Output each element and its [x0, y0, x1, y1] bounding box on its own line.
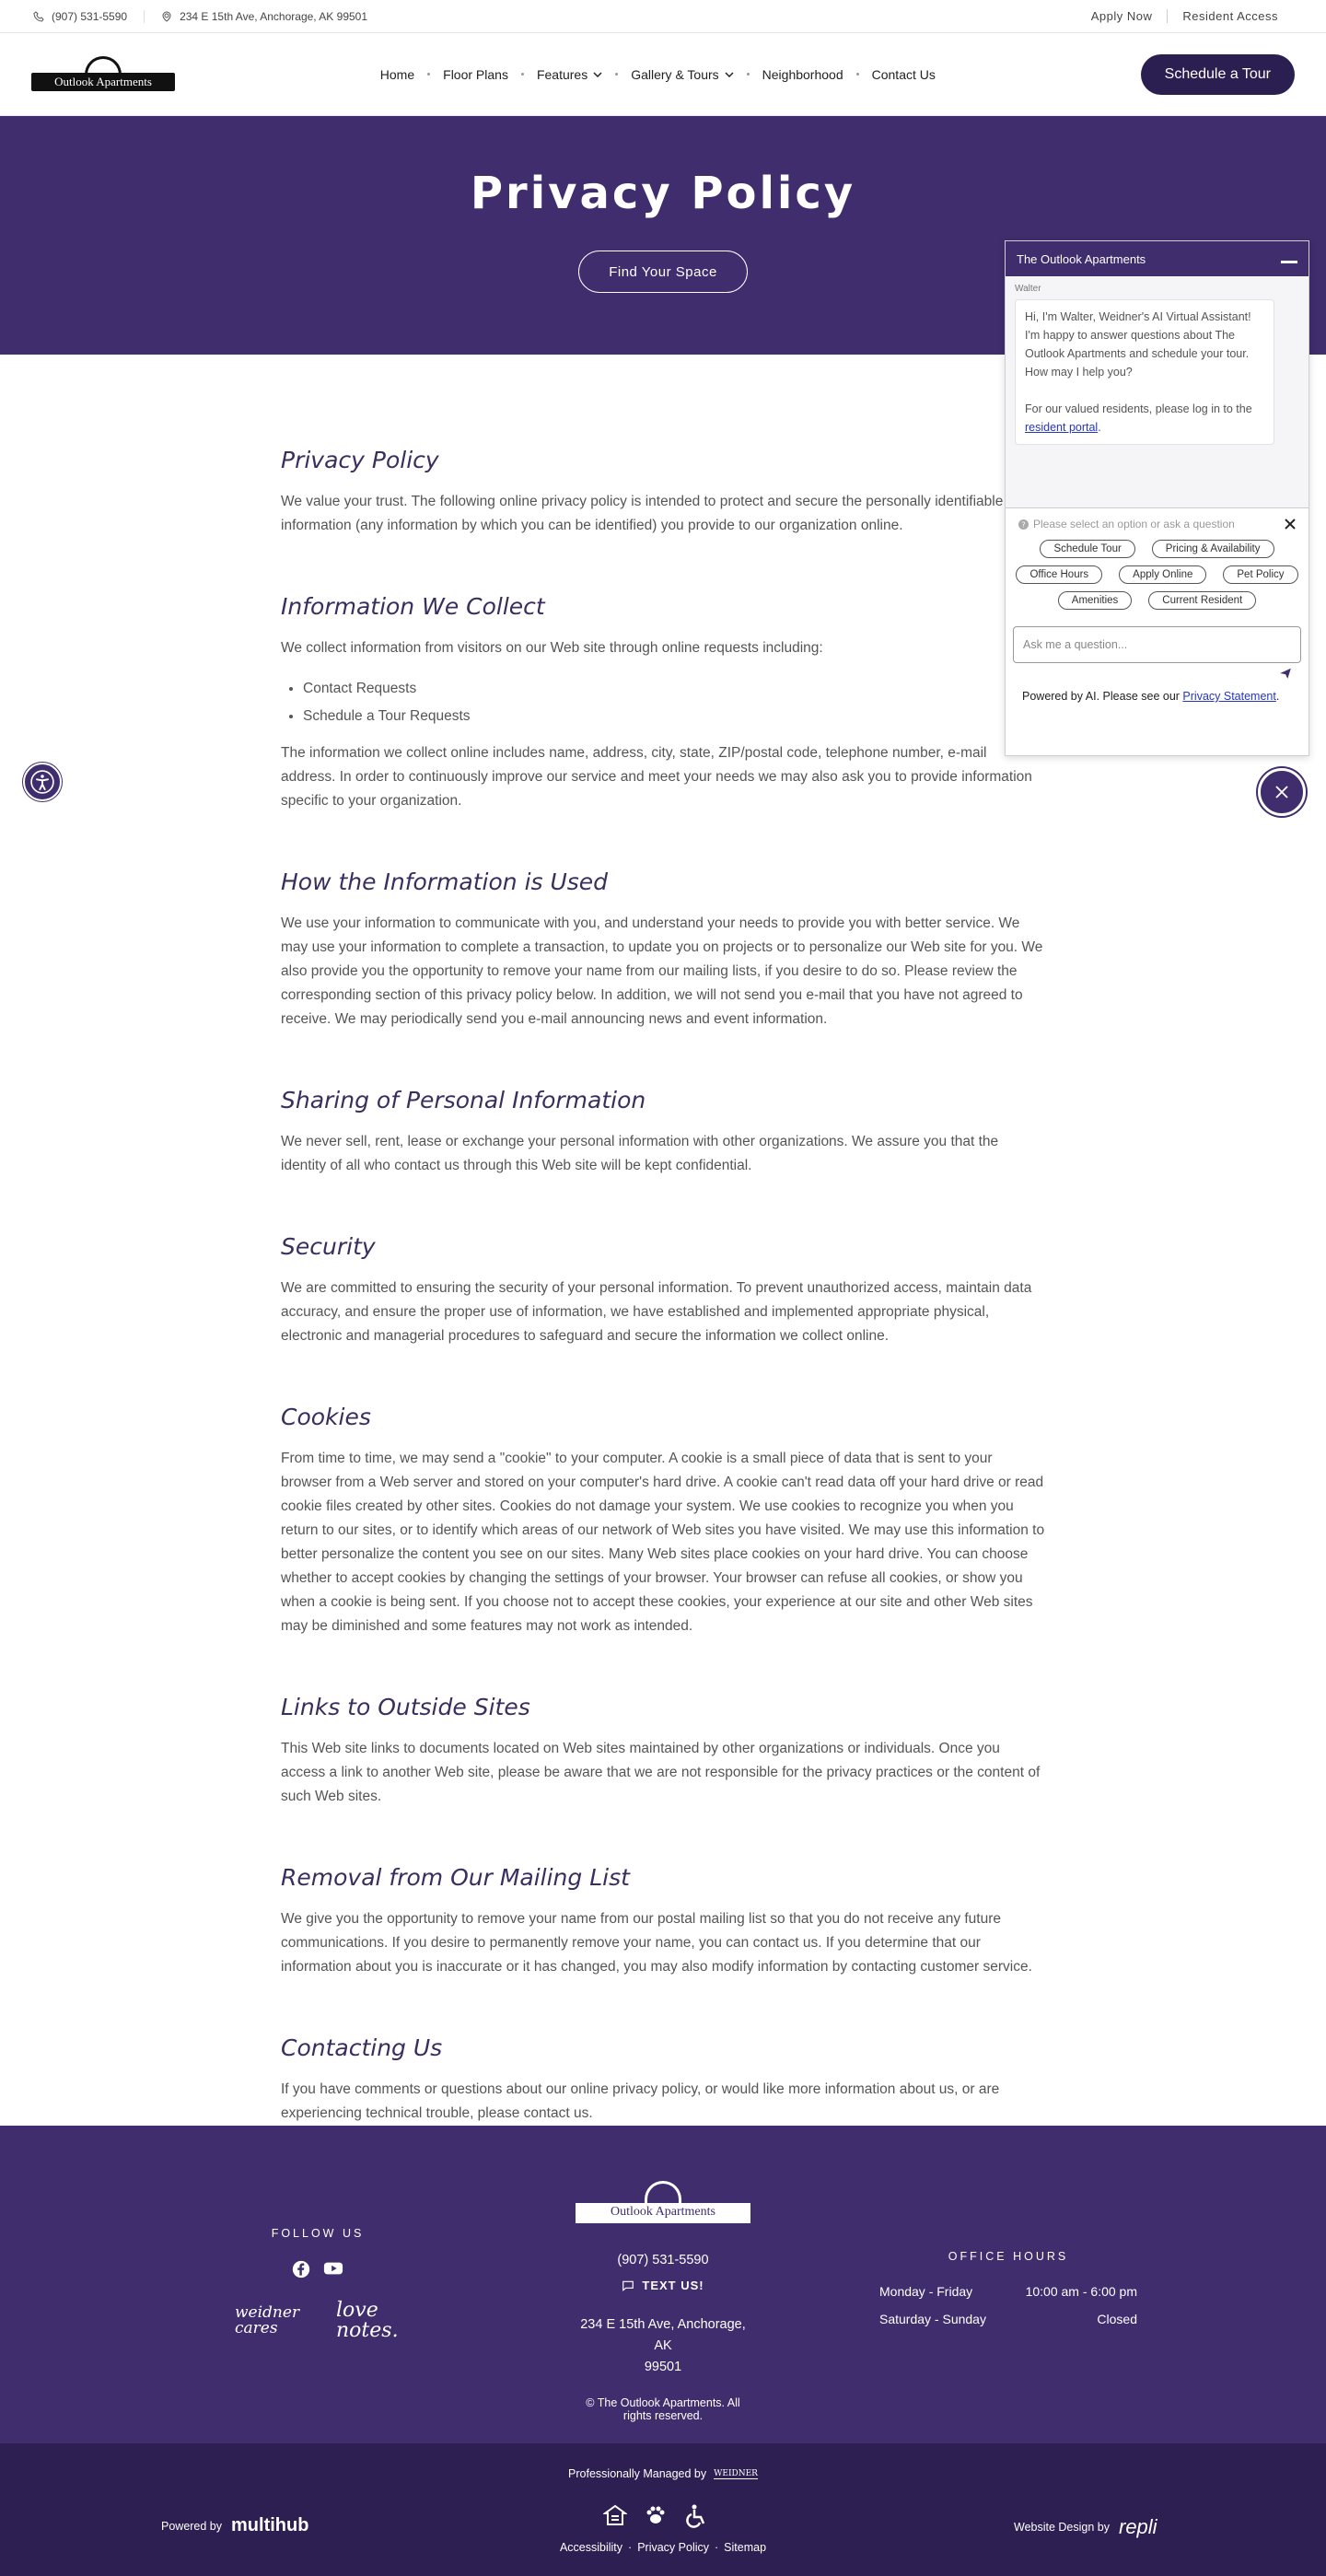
option-office-hours[interactable]: Office Hours: [1016, 565, 1102, 584]
powered-by: [161, 2515, 308, 2536]
chat-disclaimer-text: Powered by AI. Please see our: [1022, 690, 1180, 703]
site-footer: [0, 2126, 1326, 2443]
managed-by-text: Professionally Managed by: [568, 2467, 707, 2480]
text-us-label: TEXT US!: [642, 2279, 704, 2292]
partner-logos: [235, 2301, 405, 2341]
privacy-statement-link[interactable]: Privacy Statement: [1182, 690, 1276, 703]
utility-bar: [0, 0, 1326, 33]
location-pin-icon: [161, 11, 172, 22]
powered-by-text: Powered by: [161, 2519, 223, 2533]
office-hours-label: OFFICE HOURS: [948, 2250, 1069, 2263]
option-schedule-tour[interactable]: Schedule Tour: [1040, 540, 1134, 558]
close-icon[interactable]: [1285, 519, 1296, 530]
phone-icon: [33, 11, 44, 22]
equal-housing-icon: [603, 2504, 627, 2526]
section-title: Privacy Policy: [281, 447, 439, 473]
accessibility-link[interactable]: Accessibility: [559, 2541, 623, 2554]
nav-floor-plans[interactable]: Floor Plans: [443, 66, 508, 82]
resident-portal-link[interactable]: resident portal: [1025, 421, 1099, 434]
chat-message-area: [1006, 276, 1309, 508]
nav-features[interactable]: [524, 67, 615, 82]
sitemap-link[interactable]: Sitemap: [724, 2541, 767, 2554]
send-icon: [1279, 667, 1292, 680]
design-by-text: Website Design by: [1014, 2521, 1110, 2534]
schedule-tour-button[interactable]: Schedule a Tour: [1141, 54, 1295, 95]
footer-links: [0, 2541, 1326, 2554]
chat-input[interactable]: Ask me a question...: [1013, 626, 1301, 663]
section-title: How the Information is Used: [281, 868, 609, 895]
hours-time: Closed: [1097, 2312, 1137, 2326]
facebook-icon[interactable]: [292, 2260, 310, 2279]
managed-by: [0, 2467, 1326, 2480]
option-apply-online[interactable]: Apply Online: [1119, 565, 1206, 584]
hours-days: Monday - Friday: [879, 2284, 973, 2299]
weidner-logo[interactable]: WEIDNER: [714, 2468, 758, 2478]
chat-prompt-wrapper: [1018, 518, 1235, 530]
chevron-down-icon: [725, 72, 734, 77]
section-body: We use your information to communicate with you, and understand your needs to provide you with better service. We may use your information to complete a transaction, to update you on projects or to personalize our Web site for you. We also provide you the opportunity to remove your name from our mailing lists, if you desire to do so. Please review the corresponding section of this privacy policy below. In addition, we will not send you e-mail that you have not agreed to receive. We may periodically send you e-mail announcing news and event information.: [281, 915, 1043, 1027]
section-body: If you have comments or questions about our online privacy policy, or would like more information about us, or are experiencing technical trouble, please contact us.: [281, 2081, 1000, 2121]
chat-options: [1006, 536, 1309, 613]
chat-disclaimer: Powered by AI. Please see our Privacy Statement.: [1022, 690, 1280, 703]
logo-sun-mark: [85, 56, 122, 75]
option-current-resident[interactable]: Current Resident: [1148, 591, 1256, 610]
chat-bubble-icon: [622, 2279, 634, 2292]
section-title: Links to Outside Sites: [281, 1694, 530, 1720]
chat-message: Hi, I'm Walter, Weidner's AI Virtual Assistant! I'm happy to answer questions about The Outlook Apartments and schedule your tour. How may I help you?: [1025, 310, 1251, 379]
section-body: From time to time, we may send a "cookie" to your computer. A cookie is a small piece of data that is sent to your browser from a Web server and stored on your computer's hard drive. A cookie can't read data off your hard drive or read cookie files created by other sites. Cookies do not damage your system. We use cookies to recognize you when you return to our sites, or to identify which areas of our network of Web sites you have visited. We may use this information to better personalize the content you see on our sites. Many Web sites place cookies on your hard drive. You can choose whether to accept cookies by changing the settings of your browser. Your browser can refuse all cookies, or show you when a cookie is being sent. If you choose not to accept these cookies, your experience at our site and other Web sites may be diminished and some features may not work as intended.: [281, 1451, 1045, 1634]
option-pricing-availability[interactable]: Pricing & Availability: [1152, 540, 1274, 558]
follow-label: FOLLOW US: [271, 2227, 365, 2240]
close-icon: [1274, 785, 1289, 799]
section-title: Contacting Us: [281, 2034, 443, 2061]
chat-bubble: Hi, I'm Walter, Weidner's AI Virtual Assistant! I'm happy to answer questions about The Outlook Apartments and schedule your tour. How may I help you? For our valued residents, please log in to the resident portal.: [1015, 299, 1274, 445]
footer-address[interactable]: [571, 2314, 755, 2378]
svg-text:?: ?: [1021, 519, 1026, 529]
contact-info: [33, 10, 401, 23]
section-intro: We collect information from visitors on our Web site through online requests including:: [281, 640, 823, 656]
compliance-icons: [603, 2504, 708, 2528]
section-body: We give you the opportunity to remove your name from our postal mailing list so that you do not receive any future communications. If you desire to permanently remove your name, you can contact us. If you determine that our information about you is inaccurate or it has changed, you may also modify information by contacting customer service.: [281, 1911, 1032, 1975]
chat-prompt: [1006, 508, 1309, 536]
page-title: Privacy Policy: [470, 168, 856, 219]
topbar-address[interactable]: [161, 10, 384, 23]
office-hours: [879, 2250, 1137, 2333]
link-separator: ·: [628, 2541, 633, 2554]
chat-prompt-text: Please select an option or ask a question: [1033, 518, 1235, 530]
topbar-phone-text: (907) 531-5590: [52, 9, 128, 23]
nav-home[interactable]: Home: [379, 66, 415, 82]
footer-logo-text: Outlook Apartments: [611, 2205, 715, 2219]
footer-contact: [571, 2181, 755, 2422]
love-notes-logo[interactable]: love notes.: [336, 2299, 399, 2342]
chat-toggle-button[interactable]: [1258, 768, 1306, 816]
footer-phone[interactable]: (907) 531-5590: [617, 2253, 709, 2267]
apply-now-link[interactable]: Apply Now: [1076, 9, 1169, 23]
follow-us: [235, 2227, 401, 2279]
social-links: [235, 2260, 401, 2279]
accessibility-button[interactable]: [23, 763, 62, 801]
chat-sender: Walter: [1015, 284, 1041, 294]
nav-gallery-tours[interactable]: [618, 67, 746, 82]
question-icon: [1018, 519, 1029, 530]
hours-row: [879, 2278, 1137, 2305]
site-logo[interactable]: [31, 54, 175, 95]
section-body: We value your trust. The following online privacy policy is intended to protect and secure the personally identifiable information (any information by which you can be identified) you provide to our organization online.: [281, 494, 1004, 533]
hours-row: [879, 2305, 1137, 2333]
chevron-down-icon: [593, 72, 602, 77]
chat-resident-text: For our valued residents, please log in to the: [1025, 402, 1252, 415]
minimize-icon[interactable]: [1281, 261, 1297, 263]
topbar-address-text: 234 E 15th Ave, Anchorage, AK 99501: [180, 9, 368, 23]
option-amenities[interactable]: Amenities: [1058, 591, 1133, 610]
footer-address-line2: 99501: [644, 2360, 682, 2374]
find-your-space-button[interactable]: Find Your Space: [578, 251, 748, 293]
footer-logo[interactable]: [576, 2181, 750, 2227]
chat-header: [1006, 241, 1309, 276]
logo-text: Outlook Apartments: [54, 74, 152, 88]
pet-friendly-icon: [644, 2504, 668, 2526]
chat-widget: [1005, 240, 1309, 756]
main-header: [0, 33, 1326, 116]
footer-logo-sun: [645, 2181, 681, 2203]
list-item: • Contact Requests: [303, 675, 1045, 703]
option-pet-policy[interactable]: Pet Policy: [1223, 565, 1297, 584]
resident-access-link[interactable]: Resident Access: [1182, 9, 1278, 23]
privacy-policy-link[interactable]: Privacy Policy: [637, 2541, 709, 2554]
section-title: Cookies: [281, 1404, 371, 1430]
section-title: Removal from Our Mailing List: [281, 1864, 630, 1891]
list-item: • Schedule a Tour Requests: [303, 703, 1045, 730]
nav-features-label: Features: [536, 66, 588, 82]
section-body: We never sell, rent, lease or exchange your personal information with other organizations. We assure you that the identity of all who contact us through this Web site will be kept confidential.: [281, 1134, 999, 1173]
chat-title: The Outlook Apartments: [1017, 251, 1146, 266]
send-button[interactable]: [1006, 663, 1309, 682]
link-separator: ·: [715, 2541, 719, 2554]
wheelchair-icon: [684, 2504, 708, 2528]
section-body: This Web site links to documents located on Web sites maintained by other organizations or individuals. Once you access a link to another Web site, please be aware that we are not responsible for the privacy practices or the content of such Web sites.: [281, 1741, 1041, 1804]
collected-requests-list: [281, 675, 1045, 730]
repli-logo[interactable]: repli: [1119, 2515, 1157, 2538]
section-title: Security: [281, 1233, 376, 1260]
section-title: Information We Collect: [281, 593, 545, 620]
website-design-by: [1014, 2515, 1157, 2539]
nav-contact-us[interactable]: Contact Us: [871, 66, 936, 82]
section-title: Sharing of Personal Information: [281, 1087, 646, 1113]
section-body: We are committed to ensuring the security of your personal information. To prevent unauthorized access, maintain data accuracy, and ensure the proper use of information, we have established and implemented appropriate physical, electronic and managerial procedures to safeguard and secure the information we collect online.: [281, 1280, 1032, 1344]
topbar-links: [1076, 9, 1293, 23]
nav-gallery-label: Gallery & Tours: [631, 66, 719, 82]
hours-days: Saturday - Sunday: [879, 2312, 986, 2326]
sub-footer: [0, 2443, 1326, 2576]
footer-address-line1: 234 E 15th Ave, Anchorage, AK: [580, 2317, 746, 2353]
topbar-phone[interactable]: [33, 10, 145, 23]
text-us-link[interactable]: [571, 2279, 755, 2292]
multihub-logo[interactable]: multihub: [231, 2515, 309, 2535]
policy-content: [281, 355, 1045, 2126]
hours-time: 10:00 am - 6:00 pm: [1025, 2284, 1137, 2299]
nav-neighborhood[interactable]: Neighborhood: [762, 66, 843, 82]
section-body: The information we collect online includes name, address, city, state, ZIP/postal code, telephone number, e-mail address. In order to continuously improve our service and meet your needs we may also ask you to provide information specific to your organization.: [281, 745, 1032, 809]
youtube-icon[interactable]: [323, 2260, 343, 2277]
accessibility-icon: [30, 770, 54, 794]
weidner-cares-logo[interactable]: weidner cares: [235, 2303, 300, 2337]
main-nav: [367, 67, 948, 82]
copyright: © The Outlook Apartments. All rights reserved.: [586, 2396, 740, 2422]
